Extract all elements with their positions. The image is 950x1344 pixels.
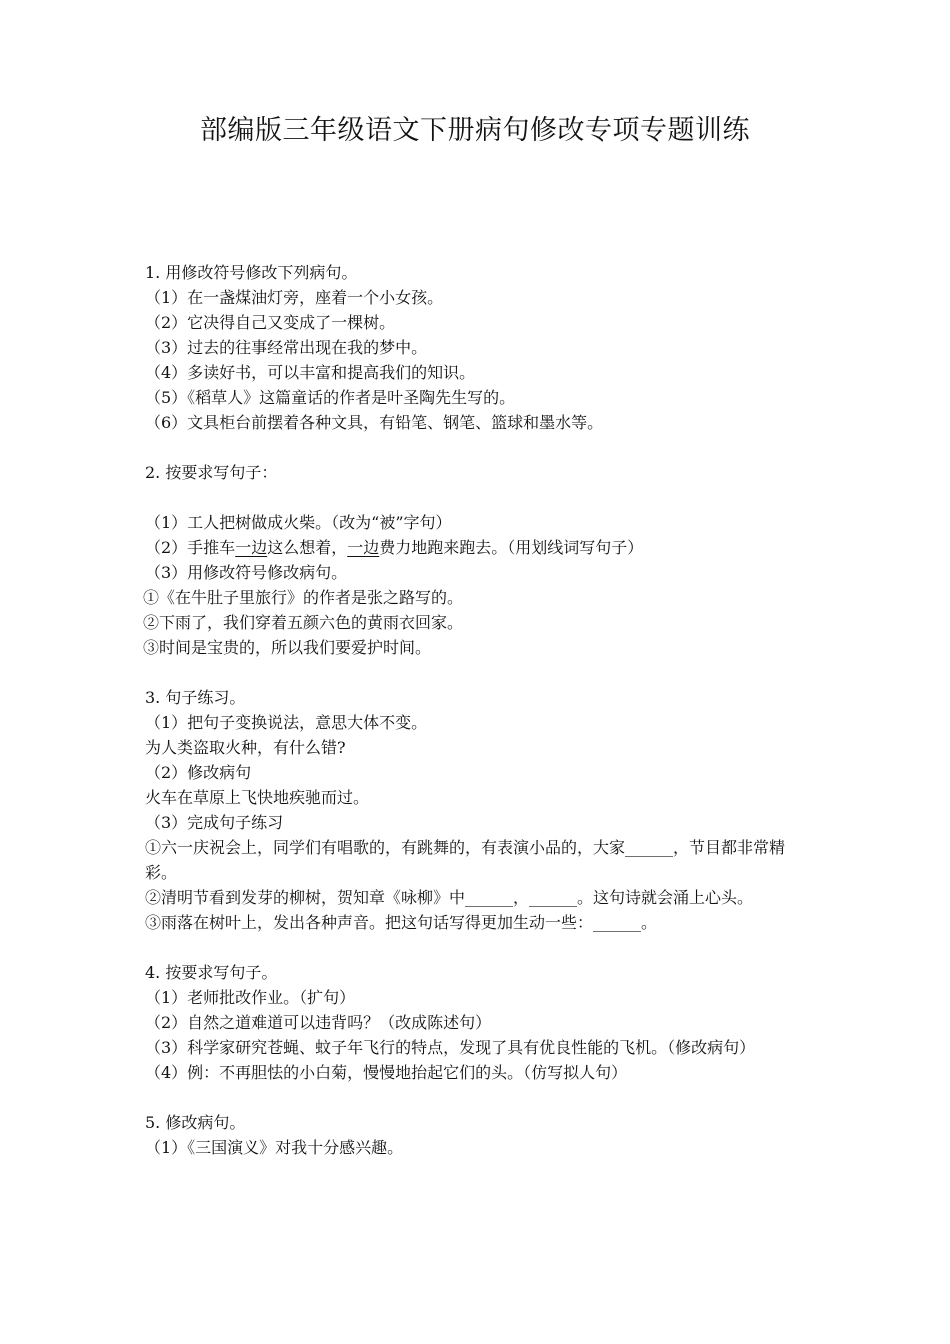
q3-line-5: （3）完成句子练习 bbox=[145, 813, 284, 832]
q4-heading: 4. 按要求写句子。 bbox=[145, 963, 278, 982]
q2-item-2-part2: 这么想着， bbox=[267, 538, 348, 557]
q4-line-3: （3）科学家研究苍蝇、蚊子年飞行的特点，发现了具有优良性能的飞机。（修改病句） bbox=[145, 1038, 756, 1057]
q2-item-2-part1: （2）手推车 bbox=[145, 538, 236, 557]
q1-item-3: （3）过去的往事经常出现在我的梦中。 bbox=[145, 338, 428, 357]
q2-sub-3: ③时间是宝贵的，所以我们要爱护时间。 bbox=[143, 638, 432, 657]
q3-line-3: （2）修改病句 bbox=[145, 763, 252, 782]
document-body bbox=[145, 260, 813, 1160]
q2-heading: 2. 按要求写句子： bbox=[145, 463, 278, 482]
q3-line-4: 火车在草原上飞快地疾驰而过。 bbox=[145, 788, 370, 807]
q2-sub-1: ①《在牛肚子里旅行》的作者是张之路写的。 bbox=[143, 588, 464, 607]
q4-line-1: （1）老师批改作业。（扩句） bbox=[145, 988, 356, 1007]
q4-line-2: （2）自然之道难道可以违背吗？（改成陈述句） bbox=[145, 1013, 492, 1032]
q2-underlined-word-2: 一边 bbox=[347, 538, 380, 557]
q3-line-8: ③雨落在树叶上，发出各种声音。把这句话写得更加生动一些：______。 bbox=[145, 913, 658, 932]
q3-line-6: ①六一庆祝会上，同学们有唱歌的，有跳舞的，有表演小品的，大家______，节目都非常精彩。 bbox=[145, 838, 786, 882]
q5-heading: 5. 修改病句。 bbox=[145, 1113, 246, 1132]
q1-item-2: （2）它决得自己又变成了一棵树。 bbox=[145, 313, 396, 332]
q1-heading: 1. 用修改符号修改下列病句。 bbox=[145, 263, 358, 282]
q2-item-1: （1）工人把树做成火柴。（改为“被”字句） bbox=[145, 513, 452, 532]
q3-heading: 3. 句子练习。 bbox=[145, 688, 246, 707]
q3-line-1: （1）把句子变换说法，意思大体不变。 bbox=[145, 713, 428, 732]
page-title: 部编版三年级语文下册病句修改专项专题训练 bbox=[200, 115, 750, 146]
q3-line-2: 为人类盗取火种，有什么错? bbox=[145, 738, 346, 757]
q2-item-3: （3）用修改符号修改病句。 bbox=[145, 563, 348, 582]
q4-line-4: （4）例：不再胆怯的小白菊，慢慢地抬起它们的头。（仿写拟人句） bbox=[145, 1063, 628, 1082]
q2-underlined-word-1: 一边 bbox=[235, 538, 268, 557]
q1-item-5: （5）《稻草人》这篇童话的作者是叶圣陶先生写的。 bbox=[145, 388, 516, 407]
q2-item-2 bbox=[145, 535, 813, 560]
q2-item-2-part3: 费力地跑来跑去。（用划线词写句子） bbox=[379, 538, 644, 557]
q1-item-6: （6）文具柜台前摆着各种文具，有铅笔、钢笔、篮球和墨水等。 bbox=[145, 413, 604, 432]
q5-line-1: （1）《三国演义》对我十分感兴趣。 bbox=[145, 1138, 404, 1157]
q3-line-7: ②清明节看到发芽的柳树，贺知章《咏柳》中______，______。这句诗就会涌上心头。 bbox=[145, 888, 754, 907]
q1-item-4: （4）多读好书，可以丰富和提高我们的知识。 bbox=[145, 363, 476, 382]
q2-sub-2: ②下雨了，我们穿着五颜六色的黄雨衣回家。 bbox=[143, 613, 464, 632]
q1-item-1: （1）在一盏煤油灯旁，座着一个小女孩。 bbox=[145, 288, 444, 307]
